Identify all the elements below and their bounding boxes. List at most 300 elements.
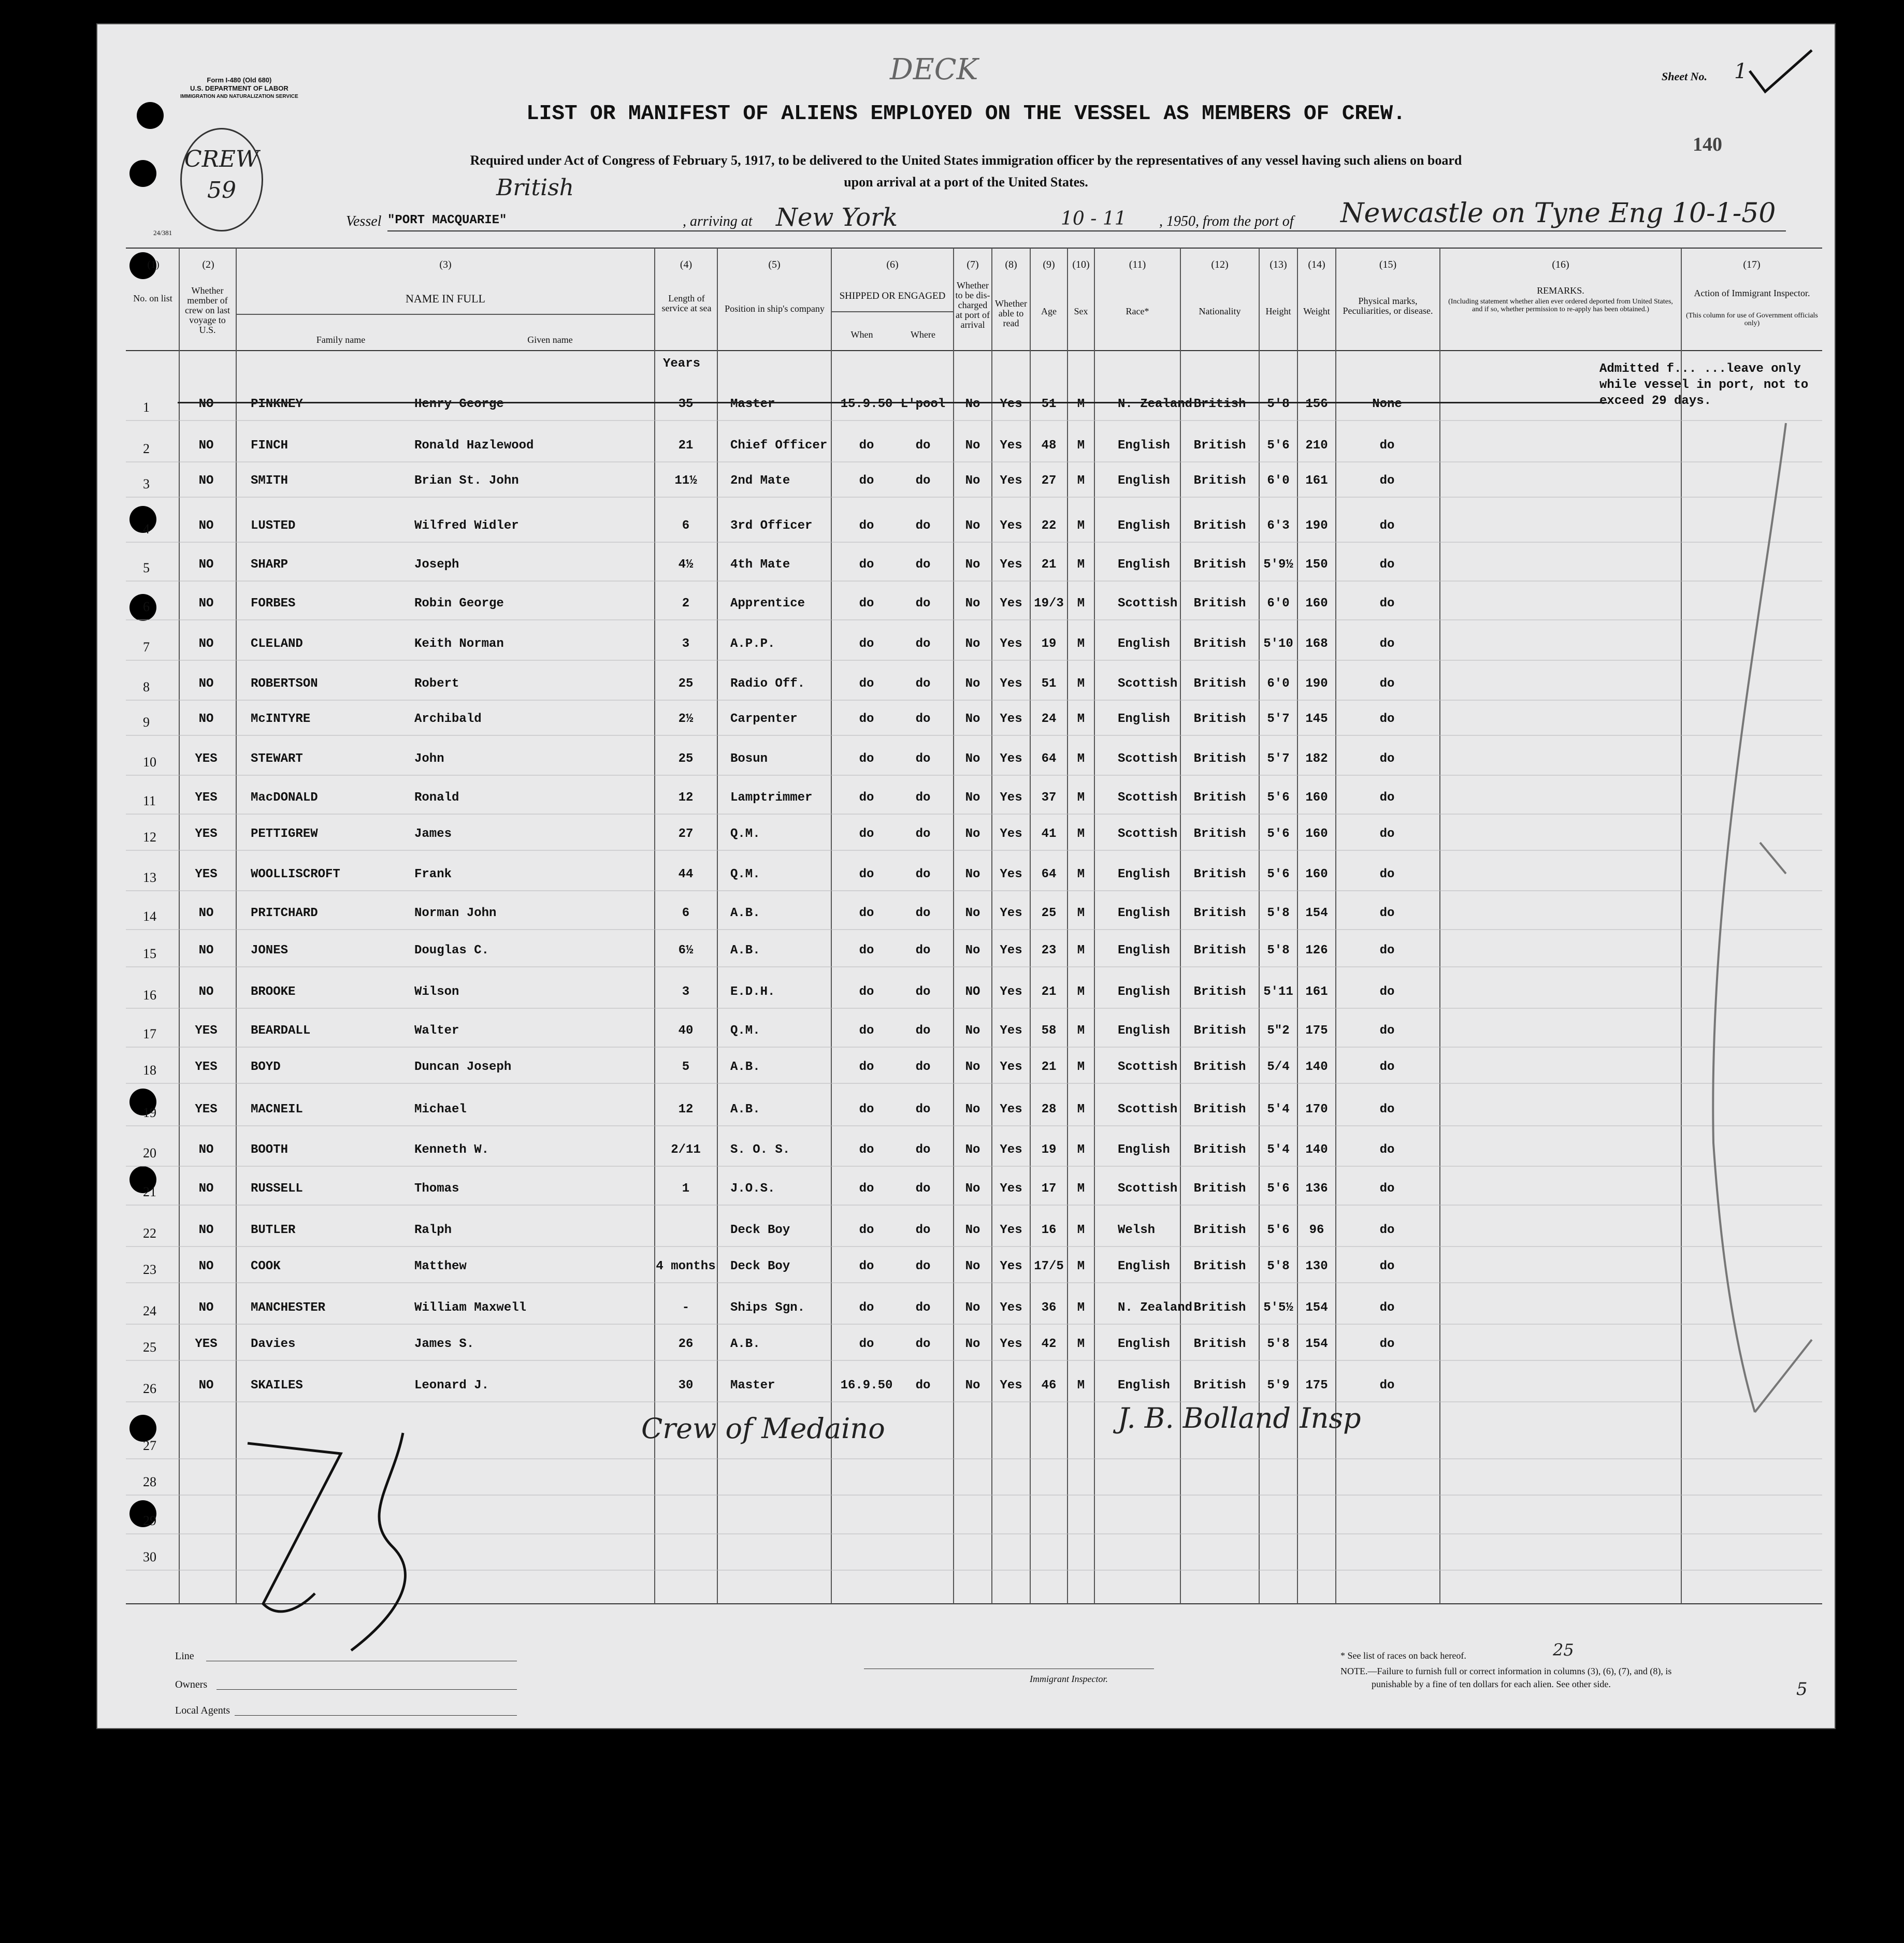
cell-sex: M [1077,791,1085,805]
cell-given: Michael [414,1103,467,1116]
row-number: 25 [143,1340,156,1355]
cell-phys: do [1379,827,1395,841]
cell-sex: M [1077,1103,1085,1116]
cell-when: do [859,677,874,691]
footer-line-label: Line [175,1650,194,1662]
cell-where: do [915,712,931,726]
cell-sex: M [1077,397,1085,411]
cell-sex: M [1077,439,1085,453]
cell-age: 19 [1041,1143,1057,1157]
cell-when: do [859,827,874,841]
cell-nat: British [1193,1024,1246,1038]
hdr-action-title: Action of Immigrant Inspector. [1694,288,1810,298]
cell-member: NO [198,1223,214,1237]
cell-given: James S. [414,1337,474,1351]
column-number: (17) [1743,259,1761,270]
cell-given: William Maxwell [414,1301,527,1315]
count-note: 25 [1553,1640,1574,1660]
cell-where: do [915,944,931,958]
cell-weight: 160 [1305,827,1328,841]
cell-where: do [915,1024,931,1038]
cell-phys: do [1379,906,1395,920]
cell-member: NO [198,1379,214,1393]
corner-mark: 5 [1796,1679,1808,1700]
cell-where: do [915,677,931,691]
cell-given: Thomas [414,1182,459,1196]
cell-nat: British [1193,1103,1246,1116]
cell-phys: do [1379,1143,1395,1157]
cell-when: 15.9.50 [840,397,893,411]
hdr-remarks-detail: (Including statement whether alien ever ordered deported from United States, and if so, whether permission to re-apply has been obtained.) [1448,298,1673,313]
row-number: 24 [143,1303,156,1318]
cell-when: do [859,1060,874,1074]
row-number: 3 [143,476,150,491]
cell-nat: British [1193,1379,1246,1393]
cell-disch: No [965,1379,980,1393]
cell-height: 5'6 [1267,867,1290,881]
cell-service: 6 [682,906,690,920]
cell-phys: do [1379,519,1395,533]
form-number: Form I-480 (Old 680) [207,76,272,84]
cell-height: 6'0 [1267,597,1290,611]
cell-disch: No [965,1060,980,1074]
cell-race: English [1118,558,1170,572]
cell-race: Scottish [1118,791,1178,805]
cell-service: 1 [682,1182,690,1196]
cell-given: Ralph [414,1223,452,1237]
cell-age: 25 [1041,906,1057,920]
cell-age: 51 [1041,677,1057,691]
hdr-action-detail: (This column for use of Government officials only) [1686,312,1818,327]
hdr-where: Where [911,329,935,340]
cell-where: do [915,519,931,533]
cell-nat: British [1193,752,1246,766]
manifest-sheet [96,23,1836,1729]
from-port: Newcastle on Tyne Eng 10-1-50 [1340,198,1776,229]
cell-age: 27 [1041,474,1057,488]
cell-height: 5'8 [1267,1337,1290,1351]
column-number: (12) [1211,259,1229,270]
cell-read: Yes [1000,597,1022,611]
cell-sex: M [1077,1259,1085,1273]
cell-sex: M [1077,637,1085,651]
signature-inspector: J. B. Bolland Insp [1118,1402,1361,1434]
cell-position: 2nd Mate [730,474,790,488]
cell-race: Scottish [1118,827,1178,841]
cell-service: 6½ [678,944,694,958]
cell-phys: do [1379,677,1395,691]
cell-family: FINCH [251,439,289,453]
row-number: 19 [143,1105,156,1120]
cell-weight: 154 [1305,906,1328,920]
cell-weight: 145 [1305,712,1328,726]
cell-given: Joseph [414,558,459,572]
cell-where: do [915,752,931,766]
cell-member: NO [198,944,214,958]
cell-read: Yes [1000,1337,1022,1351]
column-number: (3) [439,259,452,270]
cell-family: LUSTED [251,519,296,533]
cell-phys: do [1379,1337,1395,1351]
remark-line: Admitted f... ...leave only [1599,362,1801,376]
cell-family: MacDONALD [251,791,318,805]
cell-phys: None [1372,397,1402,411]
cell-where: do [915,1143,931,1157]
cell-member: NO [198,1182,214,1196]
cell-height: 5'6 [1267,1182,1290,1196]
cell-weight: 160 [1305,597,1328,611]
hdr-physical: Physical marks, Peculiarities, or disease. [1343,296,1433,316]
hdr-no-on-list: No. on list [133,293,172,303]
cell-where: do [915,637,931,651]
footer-inspector-label: Immigrant Inspector. [1030,1674,1108,1684]
cell-when: 16.9.50 [840,1379,893,1393]
vessel-flag: British [496,175,574,201]
cell-phys: do [1379,791,1395,805]
cell-age: 16 [1041,1223,1057,1237]
cell-where: do [915,1060,931,1074]
remark-row-1 [1599,361,1808,409]
cell-phys: do [1379,1103,1395,1116]
cell-disch: No [965,752,980,766]
cell-service: 40 [678,1024,694,1038]
row-number: 4 [143,521,150,536]
cell-weight: 168 [1305,637,1328,651]
cell-family: FORBES [251,597,296,611]
cell-weight: 182 [1305,752,1328,766]
cell-nat: British [1193,1301,1246,1315]
cell-service: 26 [678,1337,694,1351]
cell-weight: 210 [1305,439,1328,453]
cell-given: Duncan Joseph [414,1060,512,1074]
cell-when: do [859,1143,874,1157]
cell-phys: do [1379,1259,1395,1273]
cell-family: PRITCHARD [251,906,318,920]
crew-stamp-line1: CREW [184,146,259,172]
cell-sex: M [1077,1301,1085,1315]
hdr-given-name: Given name [527,335,573,345]
cell-disch: No [965,439,980,453]
cell-height: 5'6 [1267,439,1290,453]
races-note: * See list of races on back hereof. [1340,1650,1466,1661]
cell-weight: 161 [1305,474,1328,488]
cell-age: 21 [1041,558,1057,572]
cell-read: Yes [1000,677,1022,691]
cell-position: Carpenter [730,712,798,726]
cell-phys: do [1379,1024,1395,1038]
cell-position: Chief Officer [730,439,828,453]
hdr-remarks-title: REMARKS. [1537,285,1584,296]
cell-when: do [859,637,874,651]
cell-family: STEWART [251,752,303,766]
cell-race: N. Zealand [1118,397,1193,411]
cell-race: Scottish [1118,677,1178,691]
cell-read: Yes [1000,1024,1022,1038]
cell-read: Yes [1000,474,1022,488]
cell-weight: 154 [1305,1337,1328,1351]
cell-race: English [1118,1024,1170,1038]
cell-where: do [915,985,931,999]
cell-weight: 156 [1305,397,1328,411]
row-number: 17 [143,1026,156,1041]
cell-phys: do [1379,558,1395,572]
cell-when: do [859,519,874,533]
cell-read: Yes [1000,1379,1022,1393]
column-number: (14) [1308,259,1325,270]
cell-disch: No [965,1103,980,1116]
cell-height: 5'9½ [1263,558,1293,572]
cell-height: 5'9 [1267,1379,1290,1393]
cell-race: English [1118,985,1170,999]
cell-when: do [859,906,874,920]
cell-sex: M [1077,827,1085,841]
row-number: 30 [143,1549,156,1564]
cell-read: Yes [1000,827,1022,841]
signature-scrawl [237,1423,455,1661]
cell-member: YES [195,1337,218,1351]
cell-family: SHARP [251,558,289,572]
cell-disch: No [965,867,980,881]
cell-sex: M [1077,867,1085,881]
cell-nat: British [1193,1060,1246,1074]
cell-race: English [1118,712,1170,726]
cell-height: 5'8 [1267,944,1290,958]
cell-member: NO [198,677,214,691]
cell-member: YES [195,752,218,766]
cell-service: 4 months [656,1259,716,1273]
cell-height: 5'8 [1267,1259,1290,1273]
cell-disch: No [965,1301,980,1315]
cell-age: 42 [1041,1337,1057,1351]
cell-disch: No [965,1337,980,1351]
cell-age: 36 [1041,1301,1057,1315]
cell-given: Matthew [414,1259,467,1273]
cell-when: do [859,985,874,999]
sheet-label: Sheet No. [1662,70,1707,83]
cell-weight: 161 [1305,985,1328,999]
cell-family: MACNEIL [251,1103,303,1116]
cell-read: Yes [1000,1182,1022,1196]
cell-sex: M [1077,1223,1085,1237]
cell-nat: British [1193,519,1246,533]
cell-service: 25 [678,752,694,766]
cell-phys: do [1379,474,1395,488]
cell-sex: M [1077,1182,1085,1196]
department: U.S. DEPARTMENT OF LABOR [190,84,289,92]
note-line-1: NOTE.—Failure to furnish full or correct information in columns (3), (6), (7), and (8), is [1340,1666,1672,1676]
cell-age: 64 [1041,752,1057,766]
deck-annotation: DECK [890,53,978,86]
cell-read: Yes [1000,752,1022,766]
cell-service: 3 [682,637,690,651]
cell-disch: No [965,906,980,920]
cell-race: English [1118,867,1170,881]
cell-nat: British [1193,906,1246,920]
cell-disch: No [965,637,980,651]
cell-member: NO [198,519,214,533]
cell-nat: British [1193,1143,1246,1157]
cell-member: NO [198,1143,214,1157]
cell-age: 22 [1041,519,1057,533]
cell-nat: British [1193,637,1246,651]
cell-when: do [859,474,874,488]
cell-nat: British [1193,1182,1246,1196]
cell-given: Brian St. John [414,474,519,488]
cell-age: 41 [1041,827,1057,841]
cell-sex: M [1077,474,1085,488]
cell-service: 21 [678,439,694,453]
cell-phys: do [1379,439,1395,453]
cell-read: Yes [1000,1103,1022,1116]
cell-nat: British [1193,712,1246,726]
cell-age: 51 [1041,397,1057,411]
row-number: 23 [143,1262,156,1277]
cell-where: do [915,906,931,920]
cell-position: E.D.H. [730,985,775,999]
cell-weight: 154 [1305,1301,1328,1315]
cell-member: YES [195,867,218,881]
hdr-name-in-full: NAME IN FULL [406,292,485,305]
hdr-length-service: Length of service at sea [661,293,712,313]
cell-race: Welsh [1118,1223,1156,1237]
cell-read: Yes [1000,944,1022,958]
cell-height: 6'3 [1267,519,1290,533]
row-1-strikethrough [178,402,1607,403]
cell-member: NO [198,597,214,611]
cell-read: Yes [1000,1301,1022,1315]
cell-age: 19/3 [1034,597,1064,611]
cell-phys: do [1379,1223,1395,1237]
cell-when: do [859,944,874,958]
cell-race: English [1118,1379,1170,1393]
cell-disch: No [965,597,980,611]
cell-when: do [859,1103,874,1116]
cell-member: YES [195,791,218,805]
hdr-discharged: Whether to be dis-charged at port of arrival [955,280,990,330]
cell-service: 4½ [678,558,694,572]
cell-weight: 140 [1305,1143,1328,1157]
cell-read: Yes [1000,1223,1022,1237]
cell-sex: M [1077,1337,1085,1351]
row-number: 10 [143,755,156,770]
cell-height: 5"2 [1267,1024,1290,1038]
vessel-label: Vessel [346,213,382,229]
cell-race: Scottish [1118,1103,1178,1116]
cell-member: NO [198,474,214,488]
cell-where: do [915,867,931,881]
cell-sex: M [1077,752,1085,766]
cell-read: Yes [1000,867,1022,881]
cell-phys: do [1379,752,1395,766]
cell-age: 58 [1041,1024,1057,1038]
form-code: 24/381 [153,229,172,237]
cell-nat: British [1193,474,1246,488]
cell-service: 2/11 [671,1143,701,1157]
row-number: 28 [143,1474,156,1489]
cell-weight: 136 [1305,1182,1328,1196]
cell-position: A.B. [730,1060,760,1074]
hdr-age: Age [1041,306,1057,316]
cell-member: NO [198,397,214,411]
cell-when: do [859,791,874,805]
cell-disch: No [965,944,980,958]
cell-given: Douglas C. [414,944,489,958]
cell-age: 21 [1041,1060,1057,1074]
service: IMMIGRATION AND NATURALIZATION SERVICE [180,94,298,99]
cell-age: 37 [1041,791,1057,805]
cell-height: 5'10 [1263,637,1293,651]
cell-where: L'pool [900,397,946,411]
cell-height: 5'4 [1267,1103,1290,1116]
cell-where: do [915,474,931,488]
remark-line: while vessel in port, not to [1599,378,1809,392]
cell-given: Wilfred Widler [414,519,519,533]
manifest-title: LIST OR MANIFEST OF ALIENS EMPLOYED ON THE VESSEL AS MEMBERS OF CREW. [526,102,1406,126]
cell-when: do [859,597,874,611]
cell-where: do [915,439,931,453]
signature-crew: Crew of Medaino [641,1412,885,1445]
column-number: (8) [1005,259,1017,270]
cell-member: NO [198,637,214,651]
cell-where: do [915,1337,931,1351]
cell-nat: British [1193,985,1246,999]
cell-race: English [1118,944,1170,958]
row-number: 9 [143,715,150,730]
cell-position: Q.M. [730,827,760,841]
cell-position: Radio Off. [730,677,805,691]
cell-height: 5'4 [1267,1143,1290,1157]
cell-member: NO [198,1301,214,1315]
cell-given: James [414,827,452,841]
cell-age: 17/5 [1034,1259,1064,1273]
cell-weight: 175 [1305,1379,1328,1393]
cell-when: do [859,1259,874,1273]
cell-member: YES [195,1060,218,1074]
cell-family: PINKNEY [251,397,303,411]
cell-family: BUTLER [251,1223,296,1237]
cell-family: CLELAND [251,637,303,651]
cell-sex: M [1077,597,1085,611]
cell-disch: No [965,1259,980,1273]
cell-sex: M [1077,985,1085,999]
cell-phys: do [1379,985,1395,999]
column-number: (16) [1552,259,1569,270]
cell-family: SKAILES [251,1379,303,1393]
cell-weight: 96 [1309,1223,1324,1237]
cell-service: 30 [678,1379,694,1393]
cell-disch: No [965,474,980,488]
cell-where: do [915,1259,931,1273]
cell-race: N. Zealand [1118,1301,1193,1315]
cell-age: 28 [1041,1103,1057,1116]
sheet-value: 1 [1734,60,1748,83]
cell-position: Master [730,1379,775,1393]
row-number: 14 [143,909,156,924]
cell-disch: No [965,1223,980,1237]
cell-read: Yes [1000,637,1022,651]
cell-where: do [915,1182,931,1196]
cell-given: Wilson [414,985,459,999]
row-number: 27 [143,1438,156,1453]
cell-when: do [859,558,874,572]
hdr-position: Position in ship's company [725,303,825,314]
hdr-shipped: SHIPPED OR ENGAGED [839,291,946,301]
cell-race: Scottish [1118,1060,1178,1074]
cell-disch: No [965,827,980,841]
cell-age: 17 [1041,1182,1057,1196]
cell-given: John [414,752,444,766]
cell-read: Yes [1000,906,1022,920]
